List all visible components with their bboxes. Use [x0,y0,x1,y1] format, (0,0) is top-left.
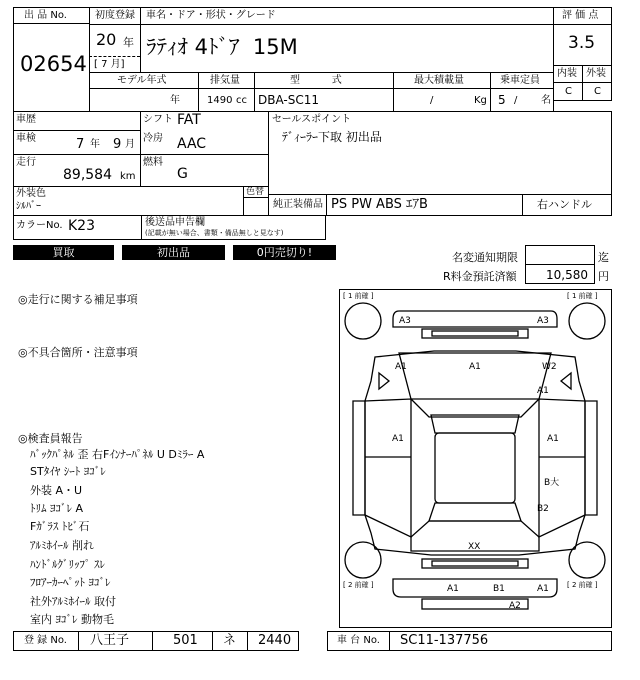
tire-rear-left [345,542,381,578]
interior-grade: C [565,86,572,97]
mileage-label: 走行 [16,157,36,168]
rear-plate [422,559,528,568]
mark-front-fender-left: A1 [395,362,407,372]
tire-front-left [345,303,381,339]
equipment-label: 純正装備品 [273,199,323,210]
capacity-unit: 名 [541,95,551,106]
inspection-year-unit: 年 [90,139,100,150]
name-change-value [525,245,595,265]
shift-label: シフト [143,114,173,125]
capacity-label: 乗車定員 [500,75,540,86]
history-block [13,111,269,216]
exterior-color-value: ｼﾙﾊﾞｰ [16,201,41,212]
registration-year-unit: 年 [123,36,134,49]
inspector-line: STﾀｲﾔ ｼｰﾄ ﾖｺﾞﾚ [30,465,106,478]
mark-front-fender-right-1: W2 [542,362,557,372]
mark-rear-bumper-2: B1 [493,584,505,594]
aircon-value: AAC [177,136,207,152]
plate-area: 八王子 [90,633,130,648]
plate-number: 2440 [258,633,292,648]
name-change-label: 名変通知期限 [452,251,518,264]
diagram-label-br: [ 2 前確 ] [567,581,598,589]
mark-rear-door-right-2: B2 [537,504,549,514]
type-label: 型 式 [290,75,342,86]
color-no-label: カラーNo. [16,220,63,231]
inspection-month-unit: 月 [125,139,135,150]
inspector-line: ﾊﾞｯｸﾊﾟﾈﾙ 歪 右Fｲﾝﾅｰﾊﾟﾈﾙ U Dﾐﾗｰ A [30,448,205,461]
diagram-label-tl: [ 1 前確 ] [343,292,374,300]
tire-rear-right [569,542,605,578]
mileage-value: 89,584 [63,167,112,183]
inspector-line: ﾌﾛｱｰｶｰﾍﾟｯﾄ ﾖｺﾞﾚ [30,576,111,589]
inspector-title: ◎検査員報告 [18,432,83,445]
vehicle-name: ﾗﾃｨｵ 4ﾄﾞｱ 15M [146,35,298,59]
fuel-label: 燃料 [143,157,163,168]
capacity-value: 5 [498,93,506,107]
mark-rear-bumper-3: A1 [537,584,549,594]
lot-label: 出 品 No. [24,10,67,21]
sales-point-text: ﾃﾞｨｰﾗｰ下取 初出品 [282,130,382,144]
mark-rear-bumper-4: A2 [509,601,521,611]
registration-year: 20 [96,30,117,49]
displacement-value: 1490 [207,95,233,106]
plate-label: 登 録 No. [24,635,67,646]
aircon-label: 冷房 [143,133,163,144]
mark-hood: A1 [469,362,481,372]
tire-front-right [569,303,605,339]
history-label: 車歴 [16,114,36,125]
inspection-label: 車検 [16,133,36,144]
load-unit: Kg [474,95,487,106]
interior-label: 内装 [557,68,577,79]
chassis-label: 車 台 No. [337,635,380,646]
inspector-line: 社外ｱﾙﾐﾎｲｰﾙ 取付 [30,595,116,608]
roof [435,433,515,503]
inspector-line: ﾄﾘﾑ ﾖｺﾞﾚ A [30,502,84,515]
plate-kana: ネ [223,633,237,648]
type-value: DBA-SC11 [258,93,320,107]
capacity-slash: / [514,95,518,106]
recycle-value: 10,580 [546,268,588,282]
mark-rear-bumper-1: A1 [447,584,459,594]
inspection-year: 7 [76,137,85,152]
displacement-unit: cc [236,95,247,106]
model-year-label: モデル年式 [117,75,167,86]
diagram-label-tr: [ 1 前確 ] [567,292,598,300]
inspector-line: ｱﾙﾐﾎｲｰﾙ 削れ [30,539,94,552]
steering-side: 右ハンドル [537,198,592,211]
inspector-line: 外装 A・U [30,484,83,497]
color-change-label: 色替 [246,187,265,197]
lot-number: 02654 [20,52,87,76]
grade-score: 3.5 [568,33,596,53]
inspection-month: 9 [113,137,122,152]
body-outline [365,351,585,555]
chassis-number: SC11-137756 [400,633,489,648]
plate-class: 501 [173,633,198,648]
mileage-unit: km [120,171,136,182]
model-year-unit: 年 [170,95,180,106]
name-change-unit: 迄 [598,251,609,264]
mark-front-fender-right-2: A1 [537,386,549,396]
mark-front-door-left: A1 [392,434,404,444]
post-send-note: (記載が無い場合、書類・備品無しと見なす) [145,229,284,237]
mark-front-bumper-left: A3 [399,316,411,326]
mark-front-bumper-right: A3 [537,316,549,326]
load-label: 最大積載量 [414,75,464,86]
running-notes-title: ◎走行に関する補足事項 [18,293,138,306]
rear-window [429,503,521,521]
post-send-label: 後送品申告欄 [145,217,205,228]
defects-title: ◎不具合箇所・注意事項 [18,346,138,359]
inspector-line: ﾊﾝﾄﾞﾙｸﾞﾘｯﾌﾟ ｽﾚ [30,558,105,571]
equipment-value: PS PW ABS ｴｱB [331,197,428,212]
mark-rear-door-right-1: B大 [544,478,560,488]
diagram-label-bl: [ 2 前確 ] [343,581,374,589]
grade-label: 評 価 点 [562,10,599,21]
load-value: / [430,95,434,106]
rear-bumper [393,579,557,597]
windshield [431,415,519,433]
front-bumper [393,311,557,327]
exterior-color-label: 外装色 [16,188,46,199]
mark-trunk: XX [468,542,481,552]
inspector-line: 室内 ﾖｺﾞﾚ 動物毛 [30,613,114,626]
recycle-unit: 円 [598,270,609,283]
registration-month: [ 7 月] [94,59,125,70]
exterior-grade: C [594,86,601,97]
fuel-value: G [177,166,188,182]
displacement-label: 排気量 [210,75,240,86]
sales-point-label: セールスポイント [272,114,352,125]
hood [399,353,551,399]
inspector-line: Fｶﾞﾗｽ ﾄﾋﾞ石 [30,520,90,533]
color-no-value: K23 [68,218,95,234]
shift-value: FAT [177,112,201,128]
exterior-label: 外装 [586,68,606,79]
mark-front-door-right: A1 [547,434,559,444]
buy-button[interactable]: 買取 [13,245,114,260]
car-diagram [339,289,612,628]
recycle-label: R料金預託済額 [443,270,517,283]
vehicle-label: 車名・ドア・形状・グレード [146,10,276,21]
registration-label: 初度登録 [95,10,135,21]
zero-yen-button[interactable]: 0円売切り! [233,245,336,260]
first-listing-button[interactable]: 初出品 [122,245,225,260]
